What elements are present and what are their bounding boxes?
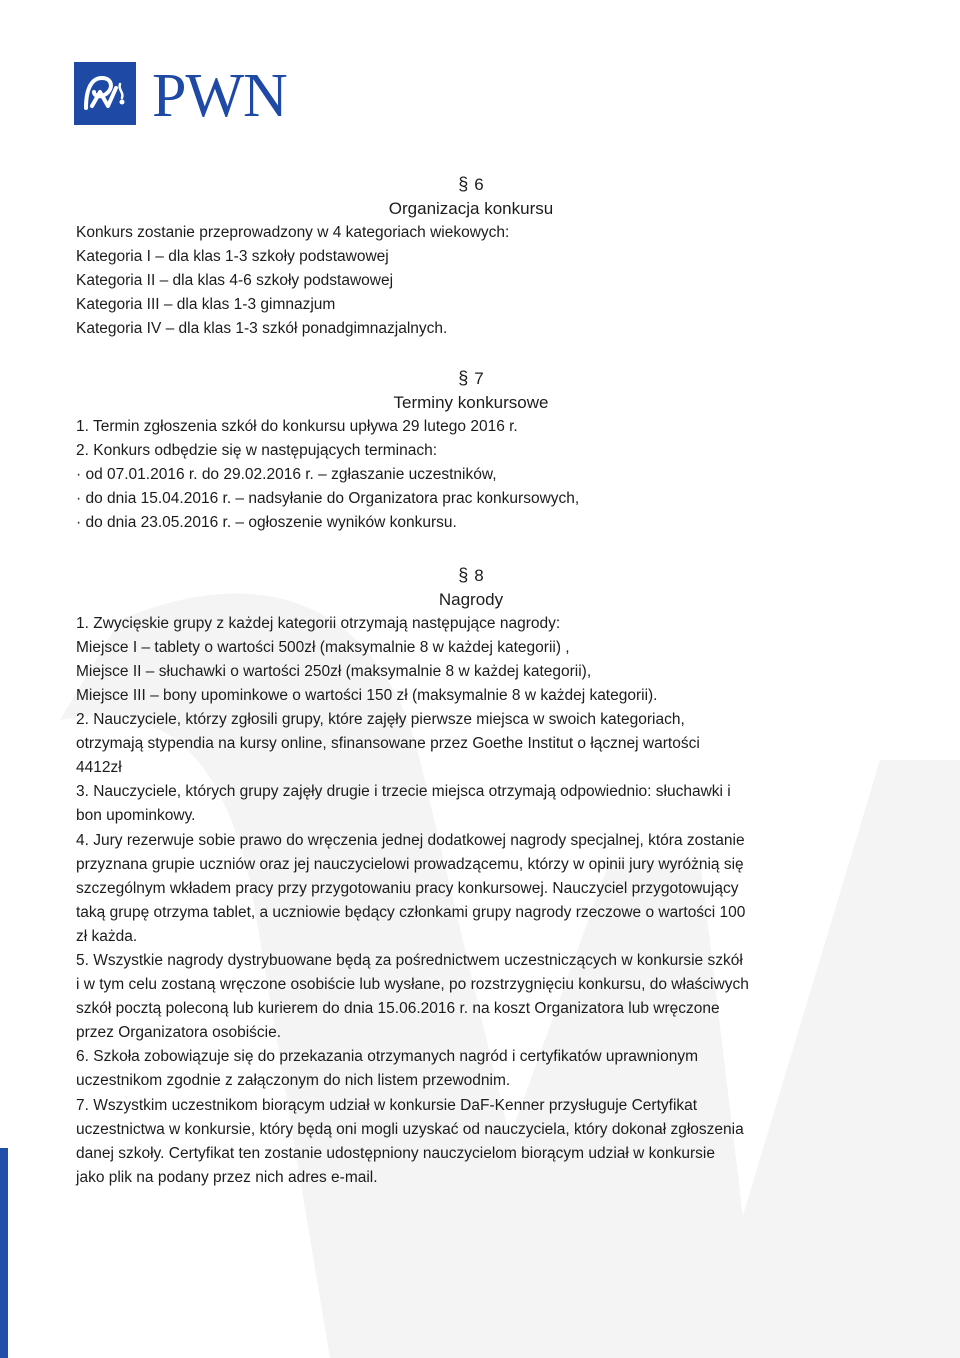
section-6-line: Konkurs zostanie przeprowadzony w 4 kategoriach wiekowych: xyxy=(76,224,510,241)
section-7-line: 1. Termin zgłoszenia szkół do konkursu upływa 29 lutego 2016 r. xyxy=(76,418,518,435)
section-7-line: · od 07.01.2016 r. do 29.02.2016 r. – zgłaszanie uczestników, xyxy=(76,466,497,483)
pwn-logo-text: PWN xyxy=(152,62,287,130)
section-8-line: Miejsce I – tablety o wartości 500zł (maksymalnie 8 w każdej kategorii) , xyxy=(76,639,570,656)
pwn-logo xyxy=(74,62,287,130)
section-7-line: · do dnia 23.05.2016 r. – ogłoszenie wyników konkursu. xyxy=(76,514,457,531)
section-8-line: 4412zł xyxy=(76,759,122,776)
section-7-line: 2. Konkurs odbędzie się w następujących terminach: xyxy=(76,442,438,459)
section-8-line: szczególnym wkładem pracy przy przygotowaniu pracy konkursowej. Nauczyciel przygotowujący xyxy=(76,880,739,897)
section-6-line: Kategoria III – dla klas 1-3 gimnazjum xyxy=(76,296,336,313)
section-8-line: uczestnictwa w konkursie, który będą oni mogli uzyskać od nauczyciela, który dokonał zgłoszenia xyxy=(76,1121,744,1138)
section-8-line: i w tym celu zostaną wręczone osobiście lub wysłane, po rozstrzygnięciu konkursu, do właściwych xyxy=(76,976,749,993)
section-8-line: 1. Zwycięskie grupy z każdej kategorii otrzymają następujące nagrody: xyxy=(76,615,561,632)
section-8-line: uczestnikom zgodnie z załączonym do nich listem przewodnim. xyxy=(76,1072,511,1089)
section-8-line: otrzymają stypendia na kursy online, sfinansowane przez Goethe Institut o łącznej wartości xyxy=(76,735,700,752)
section-8-line: taką grupę otrzyma tablet, a uczniowie będący członkami grupy nagrody rzeczowe o wartości 100 xyxy=(76,904,746,921)
section-6-line: Kategoria I – dla klas 1-3 szkoły podstawowej xyxy=(76,248,389,265)
section-8-line: 6. Szkoła zobowiązuje się do przekazania otrzymanych nagród i certyfikatów uprawnionym xyxy=(76,1048,699,1065)
section-6-line: Kategoria IV – dla klas 1-3 szkół ponadgimnazjalnych. xyxy=(76,320,448,337)
section-8-line: Miejsce II – słuchawki o wartości 250zł (maksymalnie 8 w każdej kategorii), xyxy=(76,663,592,680)
section-7-title: Terminy konkursowe xyxy=(393,393,549,412)
section-8-line: bon upominkowy. xyxy=(76,807,196,824)
section-8-line: 4. Jury rezerwuje sobie prawo do wręczenia jednej dodatkowej nagrody specjalnej, która zostanie xyxy=(76,832,745,849)
section-8-line: 7. Wszystkim uczestnikom biorącym udział w konkursie DaF-Kenner przysługuje Certyfikat xyxy=(76,1097,698,1114)
section-7-line: · do dnia 15.04.2016 r. – nadsyłanie do Organizatora prac konkursowych, xyxy=(76,490,580,507)
section-8-line: 3. Nauczyciele, których grupy zajęły drugie i trzecie miejsca otrzymają odpowiednio: słuchawki i xyxy=(76,783,731,800)
deadline-date: 29 lutego 2016 r. xyxy=(402,418,518,435)
section-8-line: przyznana grupie uczniów oraz jej nauczycielowi prowadzącemu, którzy w opinii jury wyróżnią się xyxy=(76,856,744,873)
section-6-title: Organizacja konkursu xyxy=(388,199,554,218)
section-8-line: szkół pocztą poleconą lub kurierem do dnia 15.06.2016 r. na koszt Organizatora lub wręczone xyxy=(76,1000,720,1017)
section-8-line: danej szkoły. Certyfikat ten zostanie udostępniony nauczycielom biorącym udział w konkursie xyxy=(76,1145,715,1162)
pwn-logo-icon xyxy=(74,62,136,125)
section-6-line: Kategoria II – dla klas 4-6 szkoły podstawowej xyxy=(76,272,394,289)
section-8-title: Nagrody xyxy=(438,590,504,609)
section-8-heading-number: § 8 xyxy=(458,565,484,585)
section-6-heading-number: § 6 xyxy=(458,174,484,194)
section-7-heading-number: § 7 xyxy=(458,368,484,388)
section-8-line: 2. Nauczyciele, którzy zgłosili grupy, które zajęły pierwsze miejsca w swoich kategoriach, xyxy=(76,711,685,728)
edge-accent-bar xyxy=(0,1148,8,1358)
section-8-line: przez Organizatora osobiście. xyxy=(76,1024,282,1041)
section-8-line: jako plik na podany przez nich adres e-mail. xyxy=(76,1169,378,1186)
section-8-line: 5. Wszystkie nagrody dystrybuowane będą za pośrednictwem uczestniczących w konkursie szkół xyxy=(76,952,743,969)
section-8-line: zł każda. xyxy=(76,928,138,945)
section-8-line: Miejsce III – bony upominkowe o wartości 150 zł (maksymalnie 8 w każdej kategorii). xyxy=(76,687,658,704)
